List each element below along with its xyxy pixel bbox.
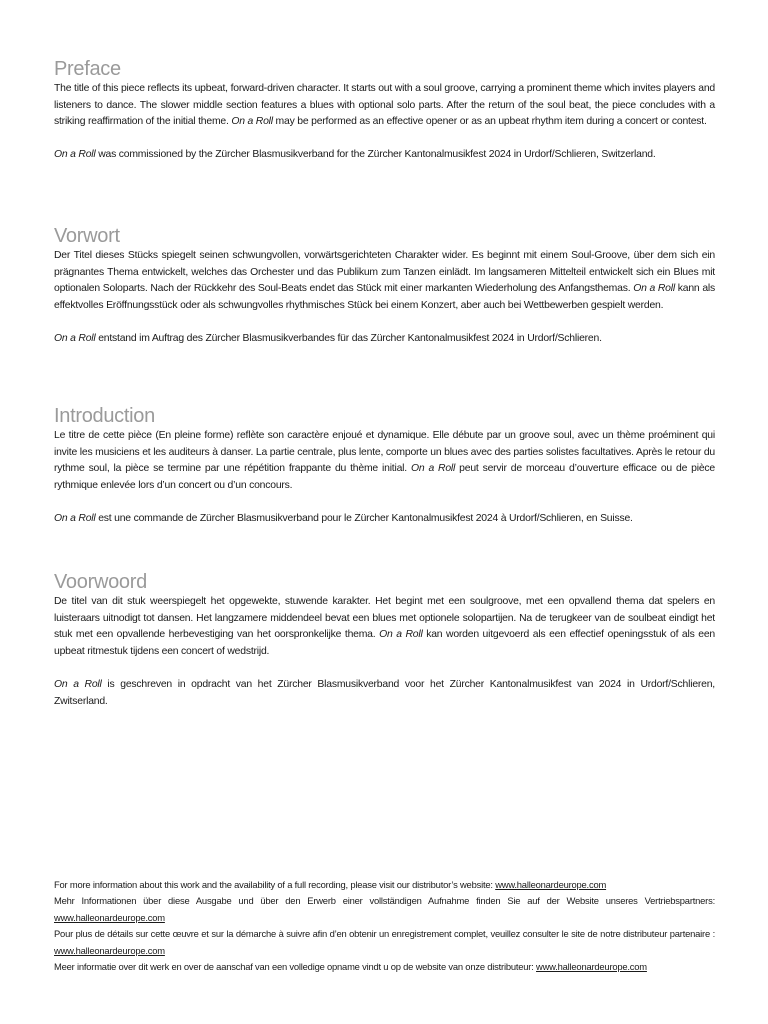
paragraph-text: peut servir de morceau d’ouverture efficace ou de pièce rythmique enlevée lors d’un concert ou d’un concours. bbox=[54, 463, 716, 491]
piece-title: On a Roll bbox=[54, 149, 96, 161]
section-vorwort bbox=[54, 224, 715, 348]
paragraph-vorwort-commission bbox=[54, 331, 715, 348]
document-page bbox=[54, 0, 715, 1024]
paragraph-text: est une commande de Zürcher Blasmusikverband pour le Zürcher Kantonalmusikfest 2024 à Urdorf/Schlieren, en Suisse. bbox=[95, 512, 633, 524]
distributor-link[interactable]: www.halleonardeurope.com bbox=[495, 879, 607, 890]
paragraph-introduction-commission bbox=[54, 511, 715, 528]
footer-distributor-info bbox=[54, 877, 715, 975]
footer-line-english bbox=[54, 877, 715, 893]
footer-line-german bbox=[54, 893, 715, 926]
paragraph-preface-description bbox=[54, 81, 715, 131]
section-heading-introduction: Introduction bbox=[54, 405, 155, 427]
paragraph-text: is geschreven in opdracht van het Zürcher Blasmusikverband voor het Zürcher Kantonalmusikfest van 2024 in Urdorf/Schlieren, Zwitserland. bbox=[54, 678, 715, 707]
footer-line-french bbox=[54, 926, 715, 959]
section-heading-voorwoord: Voorwoord bbox=[54, 571, 147, 593]
paragraph-preface-commission bbox=[54, 147, 715, 164]
piece-title: On a Roll bbox=[633, 283, 675, 295]
paragraph-text: kan worden uitgevoerd als een effectief openingsstuk of als een upbeat ritmestuk tijdens een concert of wedstrijd. bbox=[54, 629, 716, 657]
footer-text: For more information about this work and the availability of a full recording, please visit our distributor’s website: bbox=[54, 879, 496, 890]
section-heading-vorwort: Vorwort bbox=[54, 225, 120, 247]
section-introduction bbox=[54, 404, 715, 528]
paragraph-text: may be performed as an effective opener or as an upbeat rhythm item during a concert or contest. bbox=[272, 116, 707, 128]
section-preface bbox=[54, 57, 715, 164]
footer-text: Meer informatie over dit werk en over de aanschaf van een volledige opname vindt u op de website van onze distributeur: bbox=[54, 961, 537, 973]
piece-title: On a Roll bbox=[410, 463, 456, 475]
distributor-link[interactable]: www.halleonardeurope.com bbox=[54, 944, 165, 956]
piece-title: On a Roll bbox=[231, 116, 273, 128]
paragraph-text: Der Titel dieses Stücks spiegelt seinen schwungvollen, vorwärtsgerichteten Charakter wider. Es beginnt mit einem Soul-Groove, über dem sich ein prägnantes Thema entwickelt, welches das Orchester und das Publikum zum Tanzen einlädt. Im langsameren Mittelteil entwickelt sich ein Blues mit optionalen Soloparts. Nach der Rückkehr des Soul-Beats endet das Stück mit einer markanten Wiederholung des Anfangsthemas. bbox=[54, 250, 715, 295]
section-voorwoord bbox=[54, 570, 715, 710]
paragraph-text: kann als effektvolles Eröffnungsstück oder als schwungvolles rhythmisches Stück bei einem Konzert, aber auch bei Wettbewerben gespielt werden. bbox=[54, 283, 716, 311]
paragraph-voorwoord-commission bbox=[54, 677, 715, 710]
paragraph-vorwort-description bbox=[54, 248, 715, 314]
piece-title: On a Roll bbox=[54, 678, 102, 690]
paragraph-text: was commissioned by the Zürcher Blasmusikverband for the Zürcher Kantonalmusikfest 2024 in Urdorf/Schlieren, Switzerland. bbox=[95, 149, 656, 161]
paragraph-text: The title of this piece reflects its upbeat, forward-driven character. It starts out with a soul groove, carrying a prominent theme which invites players and listeners to dance. The slower middle section features a blues with optional solo parts. After the return of the soul beat, the piece concludes with a striking reaffirmation of the initial theme. bbox=[54, 83, 715, 128]
distributor-link[interactable]: www.halleonardeurope.com bbox=[536, 961, 647, 973]
piece-title: On a Roll bbox=[379, 629, 423, 641]
distributor-link[interactable]: www.halleonardeurope.com bbox=[54, 911, 165, 923]
paragraph-voorwoord-description bbox=[54, 594, 715, 660]
paragraph-introduction-description bbox=[54, 428, 715, 494]
piece-title: On a Roll bbox=[54, 512, 96, 524]
footer-text: Pour plus de détails sur cette œuvre et sur la démarche à suivre afin d’en obtenir un enregistrement complet, veuillez consulter le site de notre distributeur partenaire : bbox=[54, 928, 715, 940]
paragraph-text: Le titre de cette pièce (En pleine forme) reflète son caractère enjoué et dynamique. Elle débute par un groove soul, avec un thème proéminent qui invite les musiciens et les auditeurs à danser. La partie centrale, plus lente, comporte un blues avec des parties solistes facultatives. Après le retour du rythme soul, la pièce se termine par une répétition frappante du thème initial. bbox=[54, 430, 715, 475]
footer-line-dutch bbox=[54, 959, 715, 975]
paragraph-text: De titel van dit stuk weerspiegelt het opgewekte, stuwende karakter. Het begint met een soulgroove, met een opvallend thema dat spelers en luisteraars uitnodigt tot dansen. Het langzamere middendeel bevat een blues met optionele solopartijen. Na de terugkeer van de soulbeat eindigt het stuk met een opvallende herbevestiging van het oorspronkelijke thema. bbox=[54, 596, 715, 641]
piece-title: On a Roll bbox=[54, 332, 96, 344]
paragraph-text: entstand im Auftrag des Zürcher Blasmusikverbandes für das Zürcher Kantonalmusikfest 2024 in Urdorf/Schlieren. bbox=[95, 332, 602, 344]
footer-text: Mehr Informationen über diese Ausgabe und über den Erwerb einer vollständigen Aufnahme finden Sie auf der Website unseres Vertriebspartners: bbox=[54, 895, 715, 907]
section-heading-preface: Preface bbox=[54, 58, 121, 80]
